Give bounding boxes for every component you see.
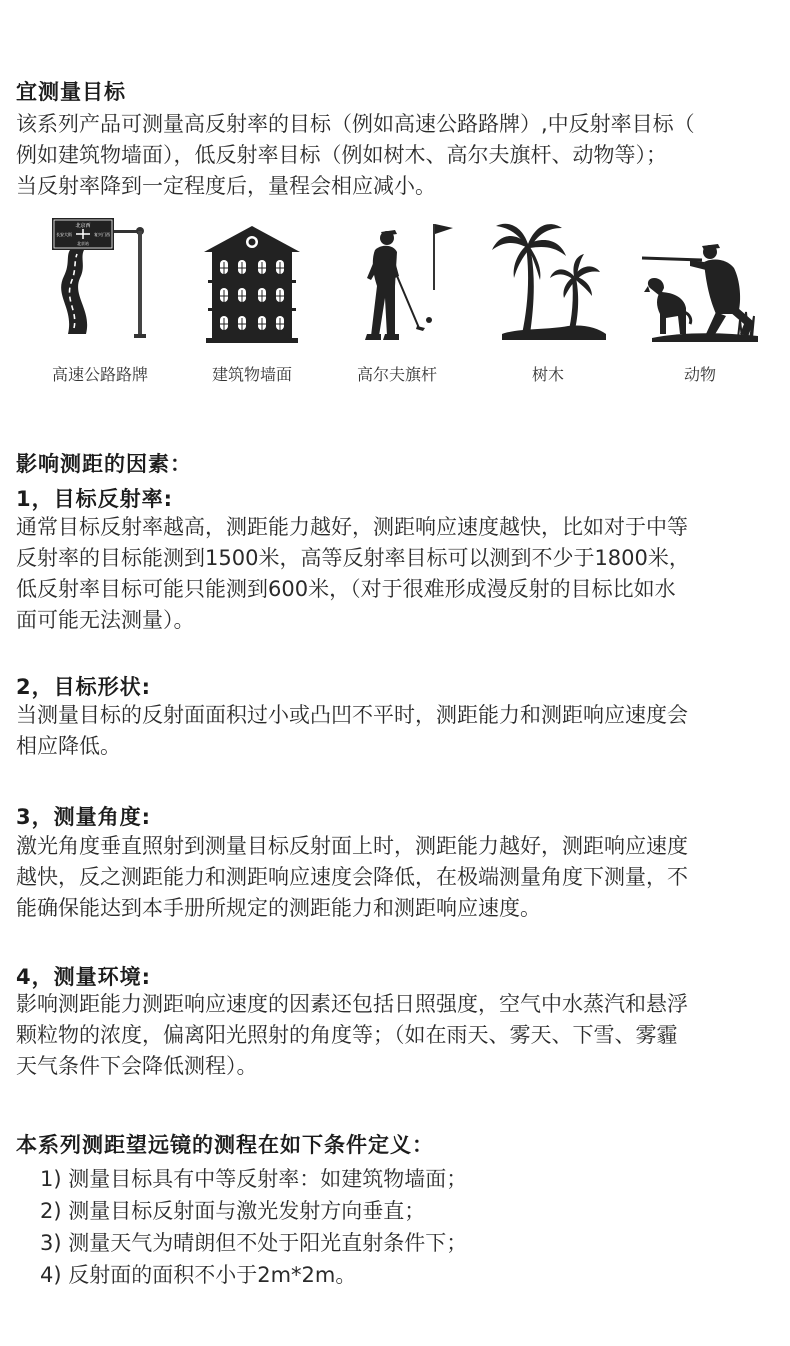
sign-bottom-text: 北京站	[77, 241, 89, 246]
text-line: 面可能无法测量）。	[16, 608, 195, 632]
condition-item: 1) 测量目标具有中等反射率：如建筑物墙面；	[40, 1167, 468, 1191]
icon-label-building: 建筑物墙面	[211, 365, 292, 384]
icon-label-tree: 树木	[531, 365, 564, 384]
text-line: 颗粒物的浓度，偏离阳光照射的角度等；（如在雨天、雾天、下雪、雾霾	[16, 1023, 678, 1047]
text-line: 影响测距能力测距响应速度的因素还包括日照强度，空气中水蒸汽和悬浮	[16, 992, 688, 1016]
icon-label-animal: 动物	[683, 365, 716, 384]
conditions-title: 本系列测距望远镜的测程在如下条件定义：	[16, 1133, 434, 1157]
factor-2-paragraph	[16, 700, 778, 762]
sign-top-text: 北京西	[75, 223, 91, 229]
conditions-list	[40, 1163, 780, 1291]
golfer-flag-icon	[337, 216, 457, 346]
text-line: 当测量目标的反射面面积过小或凸凹不平时，测距能力和测距响应速度会	[16, 703, 688, 727]
factor-1-paragraph	[16, 512, 778, 636]
icon-cell-tree	[478, 212, 618, 392]
condition-item: 4) 反射面的面积不小于2m*2m。	[40, 1263, 357, 1287]
icon-cell-golf	[327, 212, 467, 392]
palm-tree-icon	[488, 216, 608, 346]
text-line: 低反射率目标可能只能测到600米，（对于很难形成漫反射的目标比如水	[16, 577, 676, 601]
icon-cell-highway	[30, 212, 170, 392]
sign-left-text: 长安大街	[56, 232, 72, 237]
factors-title: 影响测距的因素：	[16, 452, 192, 476]
sign-right-text: 复兴门西	[94, 232, 110, 237]
factor-3-heading: 3，测量角度:	[16, 805, 152, 829]
text-line: 反射率的目标能测到1500米，高等反射率目标可以测到不少于1800米，	[16, 546, 690, 570]
text-line: 激光角度垂直照射到测量目标反射面上时，测距能力越好，测距响应速度	[16, 834, 688, 858]
text-line: 天气条件下会降低测程）。	[16, 1054, 258, 1078]
factor-1-heading: 1，目标反射率:	[16, 487, 174, 511]
icon-cell-building	[182, 212, 322, 392]
factor-4-paragraph	[16, 989, 778, 1082]
text-line: 例如建筑物墙面），低反射率目标（例如树木、高尔夫旗杆、动物等）；	[16, 143, 667, 167]
text-line: 该系列产品可测量高反射率的目标（例如高速公路路牌）,中反射率目标（	[16, 112, 695, 136]
target-icons-row	[0, 212, 790, 392]
icon-label-highway: 高速公路路牌	[51, 365, 148, 384]
factor-3-paragraph	[16, 831, 778, 924]
target-paragraph	[16, 109, 778, 202]
text-line: 当反射率降到一定程度后，量程会相应减小。	[16, 174, 436, 198]
icon-cell-animal	[630, 212, 770, 392]
text-line: 能确保能达到本手册所规定的测距能力和测距响应速度。	[16, 896, 541, 920]
highway-sign-icon	[40, 216, 160, 346]
text-line: 越快，反之测距能力和测距响应速度会降低，在极端测量角度下测量，不	[16, 865, 688, 889]
condition-item: 3) 测量天气为晴朗但不处于阳光直射条件下；	[40, 1231, 468, 1255]
building-icon	[192, 216, 312, 346]
factor-4-heading: 4，测量环境:	[16, 965, 152, 989]
target-title: 宜测量目标	[16, 80, 126, 104]
condition-item: 2) 测量目标反射面与激光发射方向垂直；	[40, 1199, 426, 1223]
icon-label-golf: 高尔夫旗杆	[356, 365, 437, 384]
hunter-dog-icon	[640, 216, 760, 346]
text-line: 相应降低。	[16, 734, 121, 758]
factor-2-heading: 2，目标形状:	[16, 675, 152, 699]
text-line: 通常目标反射率越高，测距能力越好，测距响应速度越快，比如对于中等	[16, 515, 688, 539]
